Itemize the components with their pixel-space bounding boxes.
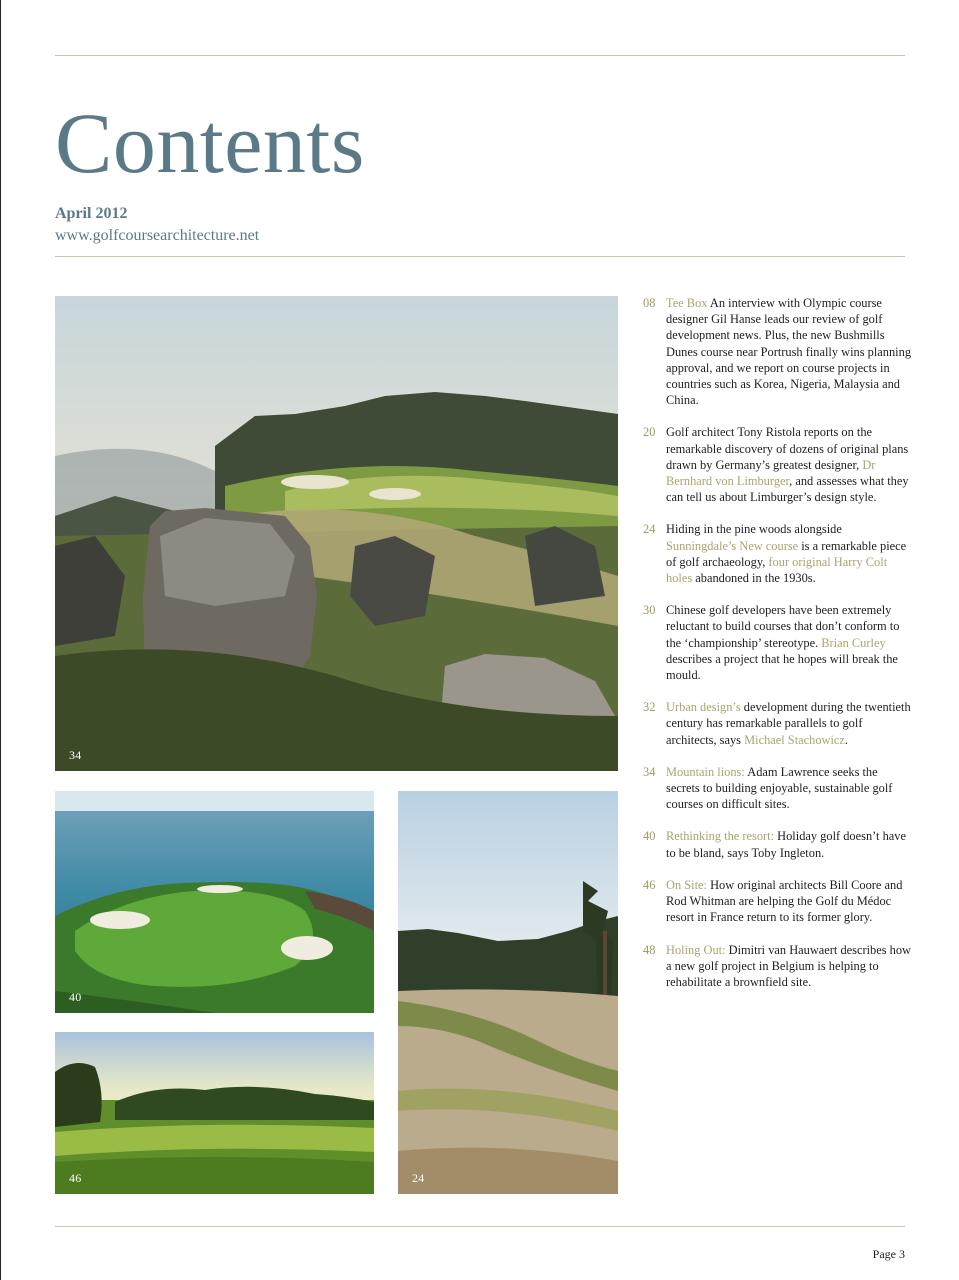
toc-highlight[interactable]: Michael Stachowicz <box>744 732 845 747</box>
toc-page-number: 34 <box>643 764 656 779</box>
toc-description: How original architects Bill Coore and Rod Whitman are helping the Golf du Médoc resort in France return to its former glory. <box>666 877 903 925</box>
photo-number-34: 34 <box>69 748 82 762</box>
toc-description: development during the twentieth century has remarkable parallels to golf architects, says <box>666 700 911 747</box>
toc-page-number: 24 <box>643 522 656 537</box>
top-rule <box>55 55 905 56</box>
photo-karst-course[interactable] <box>55 296 618 771</box>
toc-highlight[interactable]: four original Harry Colt holes <box>666 554 888 586</box>
issue-date: April 2012 <box>55 205 128 222</box>
photo-coastal-green[interactable] <box>55 791 374 1013</box>
toc-description: , and assesses what they can tell us about Limburger’s design style. <box>666 474 909 505</box>
toc-description: Golf architect Tony Ristola reports on the remarkable discovery of dozens of original plans drawn by Germany’s greatest designer, <box>666 425 909 472</box>
toc-description: . <box>844 732 849 747</box>
toc-page-number: 40 <box>643 829 656 844</box>
toc-page-number: 48 <box>643 942 656 957</box>
toc-section-title[interactable]: Rethinking the resort: <box>666 829 775 844</box>
toc-entry-32[interactable] <box>643 699 911 748</box>
toc-highlight[interactable]: Sunningdale’s New course <box>666 538 799 553</box>
toc-section-title[interactable]: Urban design’s <box>666 700 741 715</box>
toc-entry-34[interactable] <box>643 764 911 813</box>
page-title: Contents <box>55 95 365 191</box>
toc-section-title[interactable]: On Site: <box>666 877 707 892</box>
photo-pine-heath[interactable] <box>398 791 618 1194</box>
toc-page-number: 30 <box>643 603 656 618</box>
toc-description: Holiday golf doesn’t have to be bland, says Toby Ingleton. <box>666 829 906 860</box>
toc-section-title[interactable]: Holing Out: <box>666 942 726 957</box>
toc-description: describes a project that he hopes will break the mould. <box>666 651 898 683</box>
toc-description: Hiding in the pine woods alongside <box>666 522 842 537</box>
header-rule <box>55 256 905 257</box>
photo-number-46: 46 <box>69 1171 82 1185</box>
toc-entry-30[interactable] <box>643 602 911 683</box>
toc-entry-40[interactable] <box>643 828 911 860</box>
toc-description: Dimitri van Hauwaert describes how a new golf project in Belgium is helping to rehabilitate a brownfield site. <box>666 942 912 989</box>
toc-highlight[interactable]: Dr Bernhard von Limburger <box>666 457 876 489</box>
toc-description: Adam Lawrence seeks the secrets to building enjoyable, sustainable golf courses on difficult sites. <box>666 764 893 812</box>
toc-description: Chinese golf developers have been extremely reluctant to build courses that don’t conform to the ‘championship’ stereotype. <box>666 603 900 650</box>
toc-page-number: 08 <box>643 296 656 310</box>
toc-description: An interview with Olympic course designer Gil Hanse leads our review of golf development news. Plus, the new Bushmills Dunes course near Portrush finally wins planning approval, and we report on course projects in countries such as Korea, Nigeria, Malaysia and China. <box>666 296 912 408</box>
toc-entry-24[interactable] <box>643 521 911 586</box>
toc-highlight[interactable]: Brian Curley <box>821 635 886 650</box>
photo-fairway-sunrise[interactable] <box>55 1032 374 1194</box>
toc-page-number: 20 <box>643 425 656 440</box>
page-number: Page 3 <box>872 1247 905 1261</box>
toc-description: abandoned in the 1930s. <box>692 571 816 586</box>
page-edge-line <box>0 0 1 1280</box>
photo-number-24: 24 <box>412 1171 425 1185</box>
toc-entry-08[interactable] <box>643 295 911 408</box>
toc-entry-46[interactable] <box>643 877 911 926</box>
footer-rule <box>55 1226 905 1227</box>
toc-section-title[interactable]: Tee Box <box>666 296 708 310</box>
toc-description: is a remarkable piece of golf archaeology, <box>666 538 907 569</box>
toc-entry-48[interactable] <box>643 942 911 991</box>
photo-number-40: 40 <box>69 990 82 1004</box>
website-link[interactable]: www.golfcoursearchitecture.net <box>55 227 260 244</box>
toc-section-title[interactable]: Mountain lions: <box>666 764 745 779</box>
toc-page-number: 46 <box>643 877 656 892</box>
toc-entry-20[interactable] <box>643 424 911 505</box>
toc-page-number: 32 <box>643 700 656 715</box>
contents-list <box>643 295 911 1006</box>
